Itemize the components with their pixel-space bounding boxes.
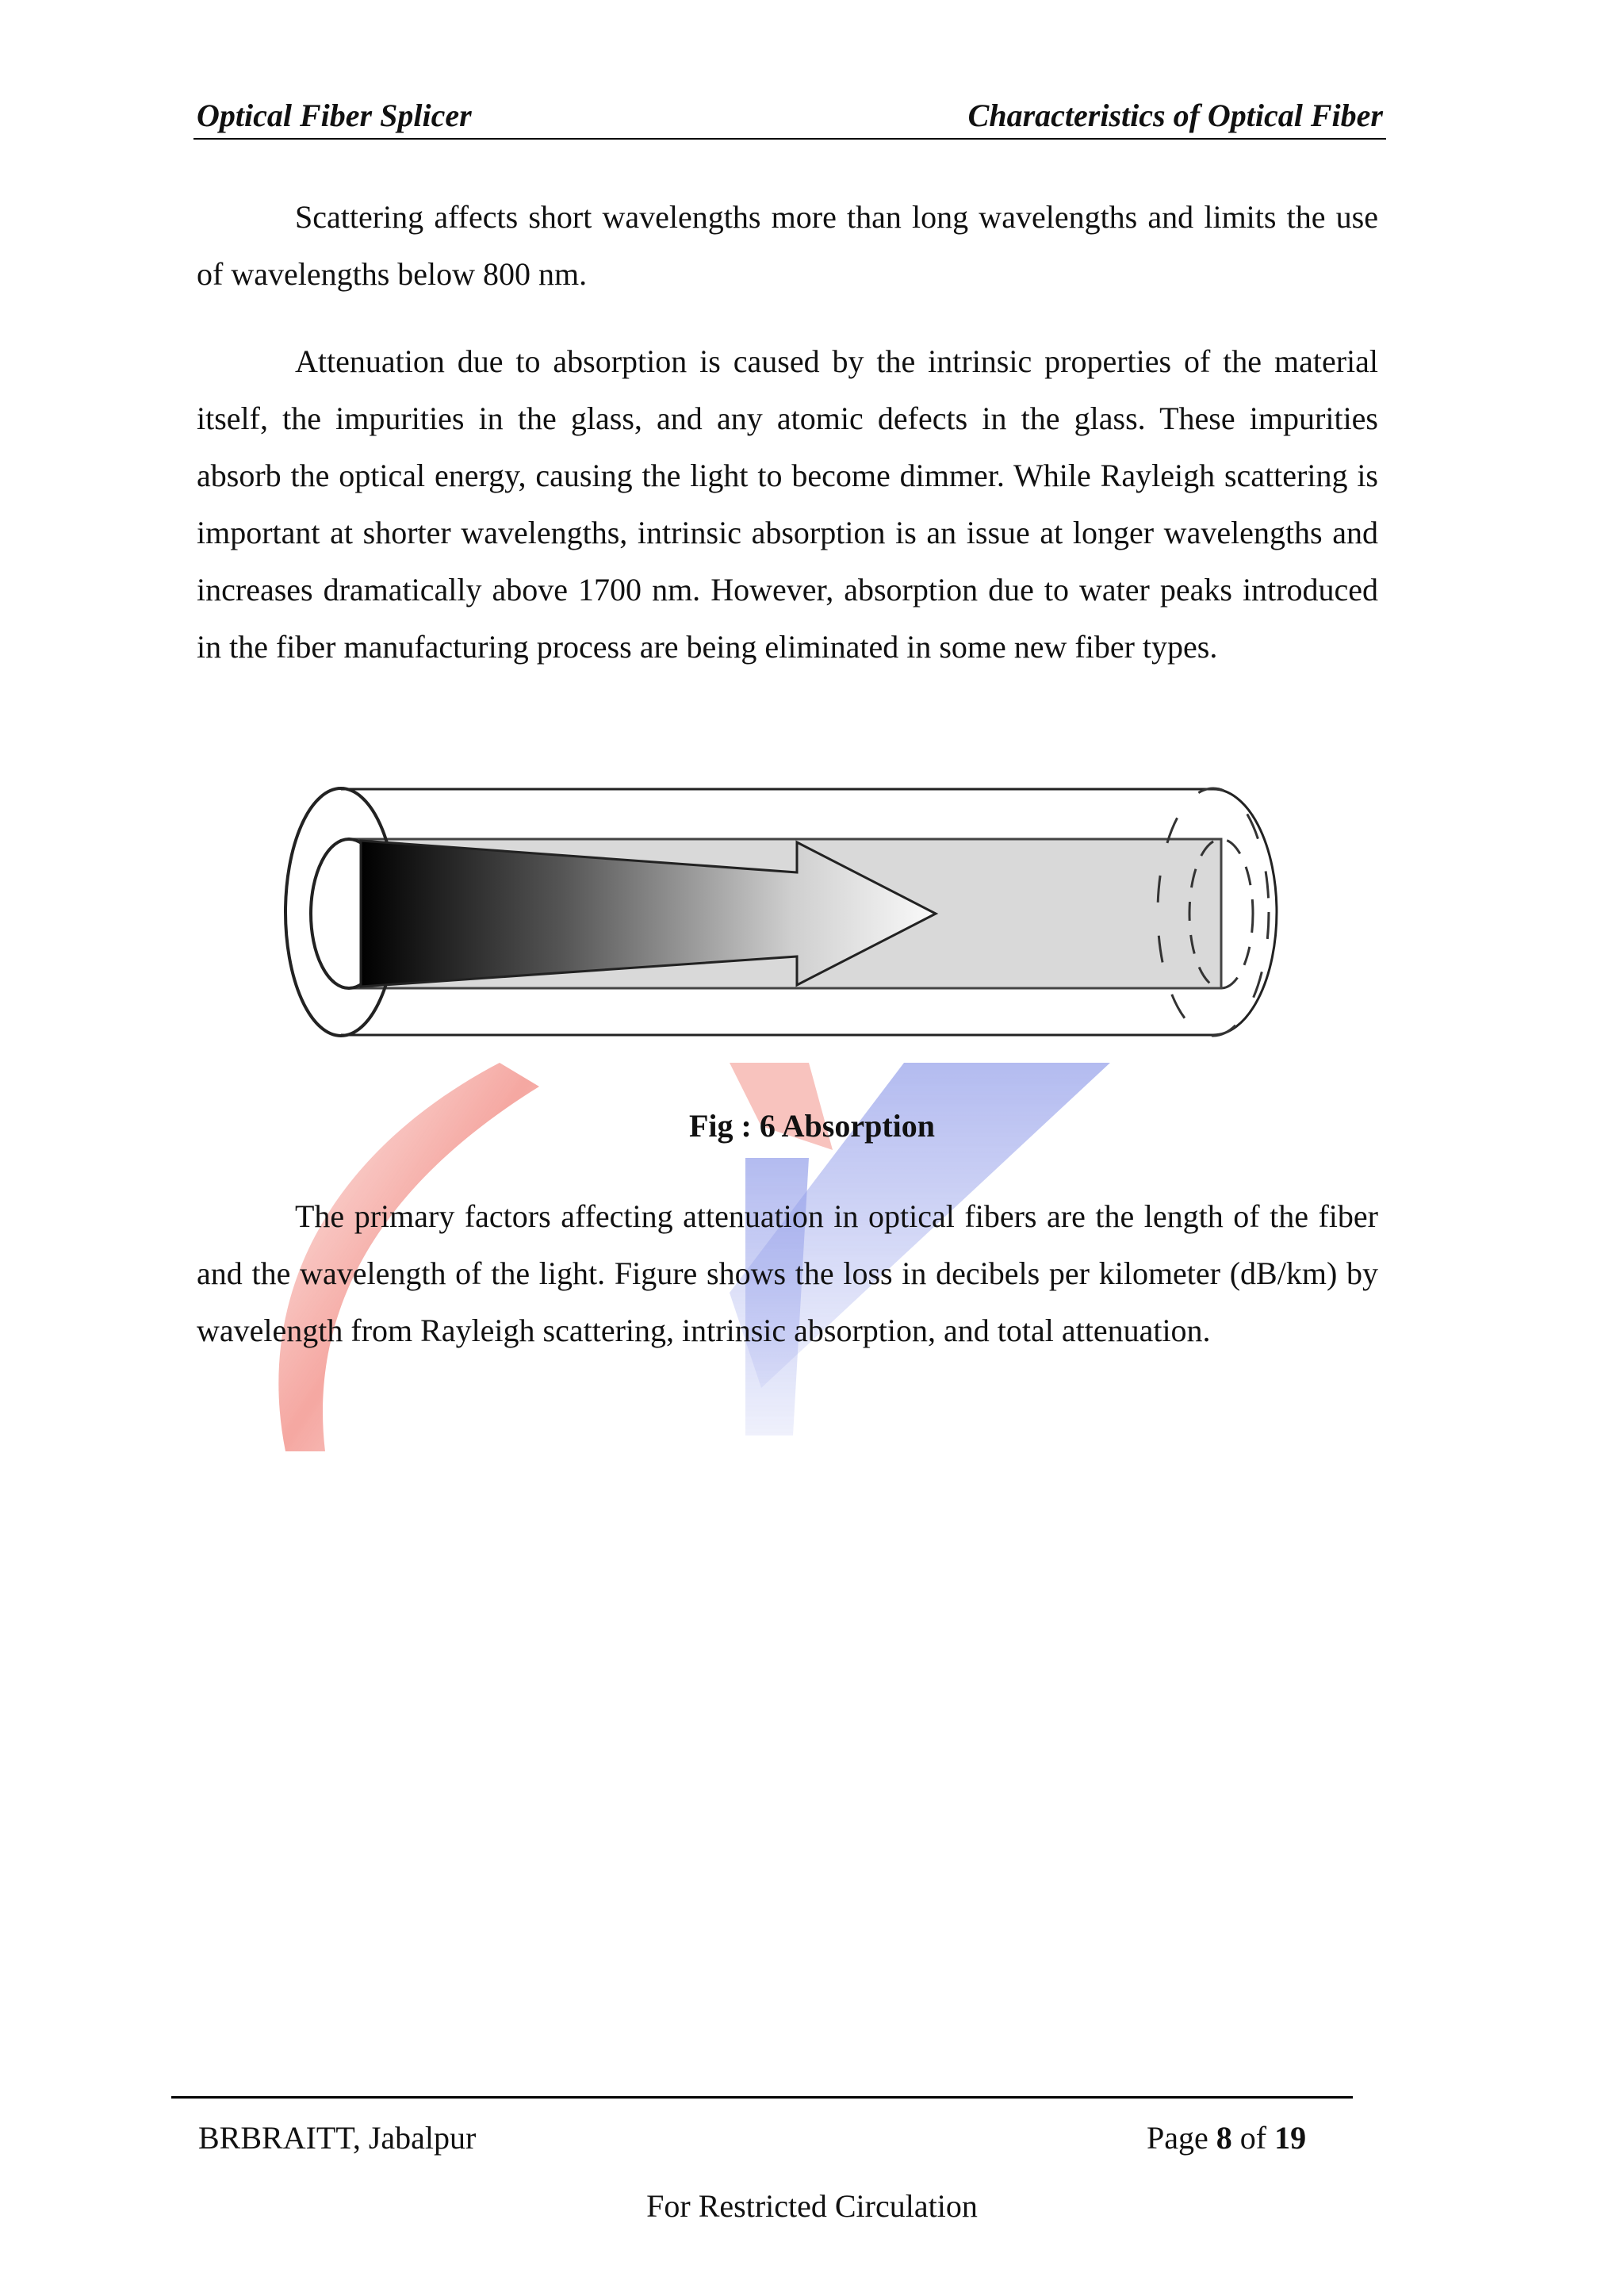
body-paragraph-attenuation-factors: The primary factors affecting attenuation in optical fibers are the length of the fiber and the wavelength of the light. Figure shows the loss in decibels per kilometer (dB/km) by wavelength from Rayleigh scattering, intrinsic absorption, and total attenuation.	[197, 1198, 1378, 1348]
footer-circulation-notice: For Restricted Circulation	[646, 2188, 978, 2224]
body-paragraph-scattering: Scattering affects short wavelengths more than long wavelengths and limits the use of wavelengths below 800 nm.	[197, 199, 1378, 292]
page-current: 8	[1216, 2120, 1232, 2156]
header-document-title: Optical Fiber Splicer	[197, 98, 472, 133]
page-of: of	[1239, 2120, 1267, 2156]
footer-institution: BRBRAITT, Jabalpur	[198, 2120, 477, 2156]
footer-divider	[171, 2096, 1353, 2099]
footer-page-number	[1147, 2119, 1306, 2156]
page-prefix: Page	[1147, 2120, 1208, 2156]
header-chapter-title: Characteristics of Optical Fiber	[967, 98, 1383, 133]
body-paragraph-absorption: Attenuation due to absorption is caused by the intrinsic properties of the material itself, the impurities in the glass, and any atomic defects in the glass. These impurities absorb the optical energy, causing the light to become dimmer. While Rayleigh scattering is important at shorter wavelengths, intrinsic absorption is an issue at longer wavelengths and increases dramatically above 1700 nm. However, absorption due to water peaks introduced in the fiber manufacturing process are being eliminated in some new fiber types.	[197, 343, 1378, 665]
page-total: 19	[1274, 2120, 1307, 2156]
fiber-absorption-illustration-icon	[278, 777, 1293, 1047]
figure-caption: Fig : 6 Absorption	[688, 1108, 936, 1144]
page-header	[193, 97, 1386, 140]
